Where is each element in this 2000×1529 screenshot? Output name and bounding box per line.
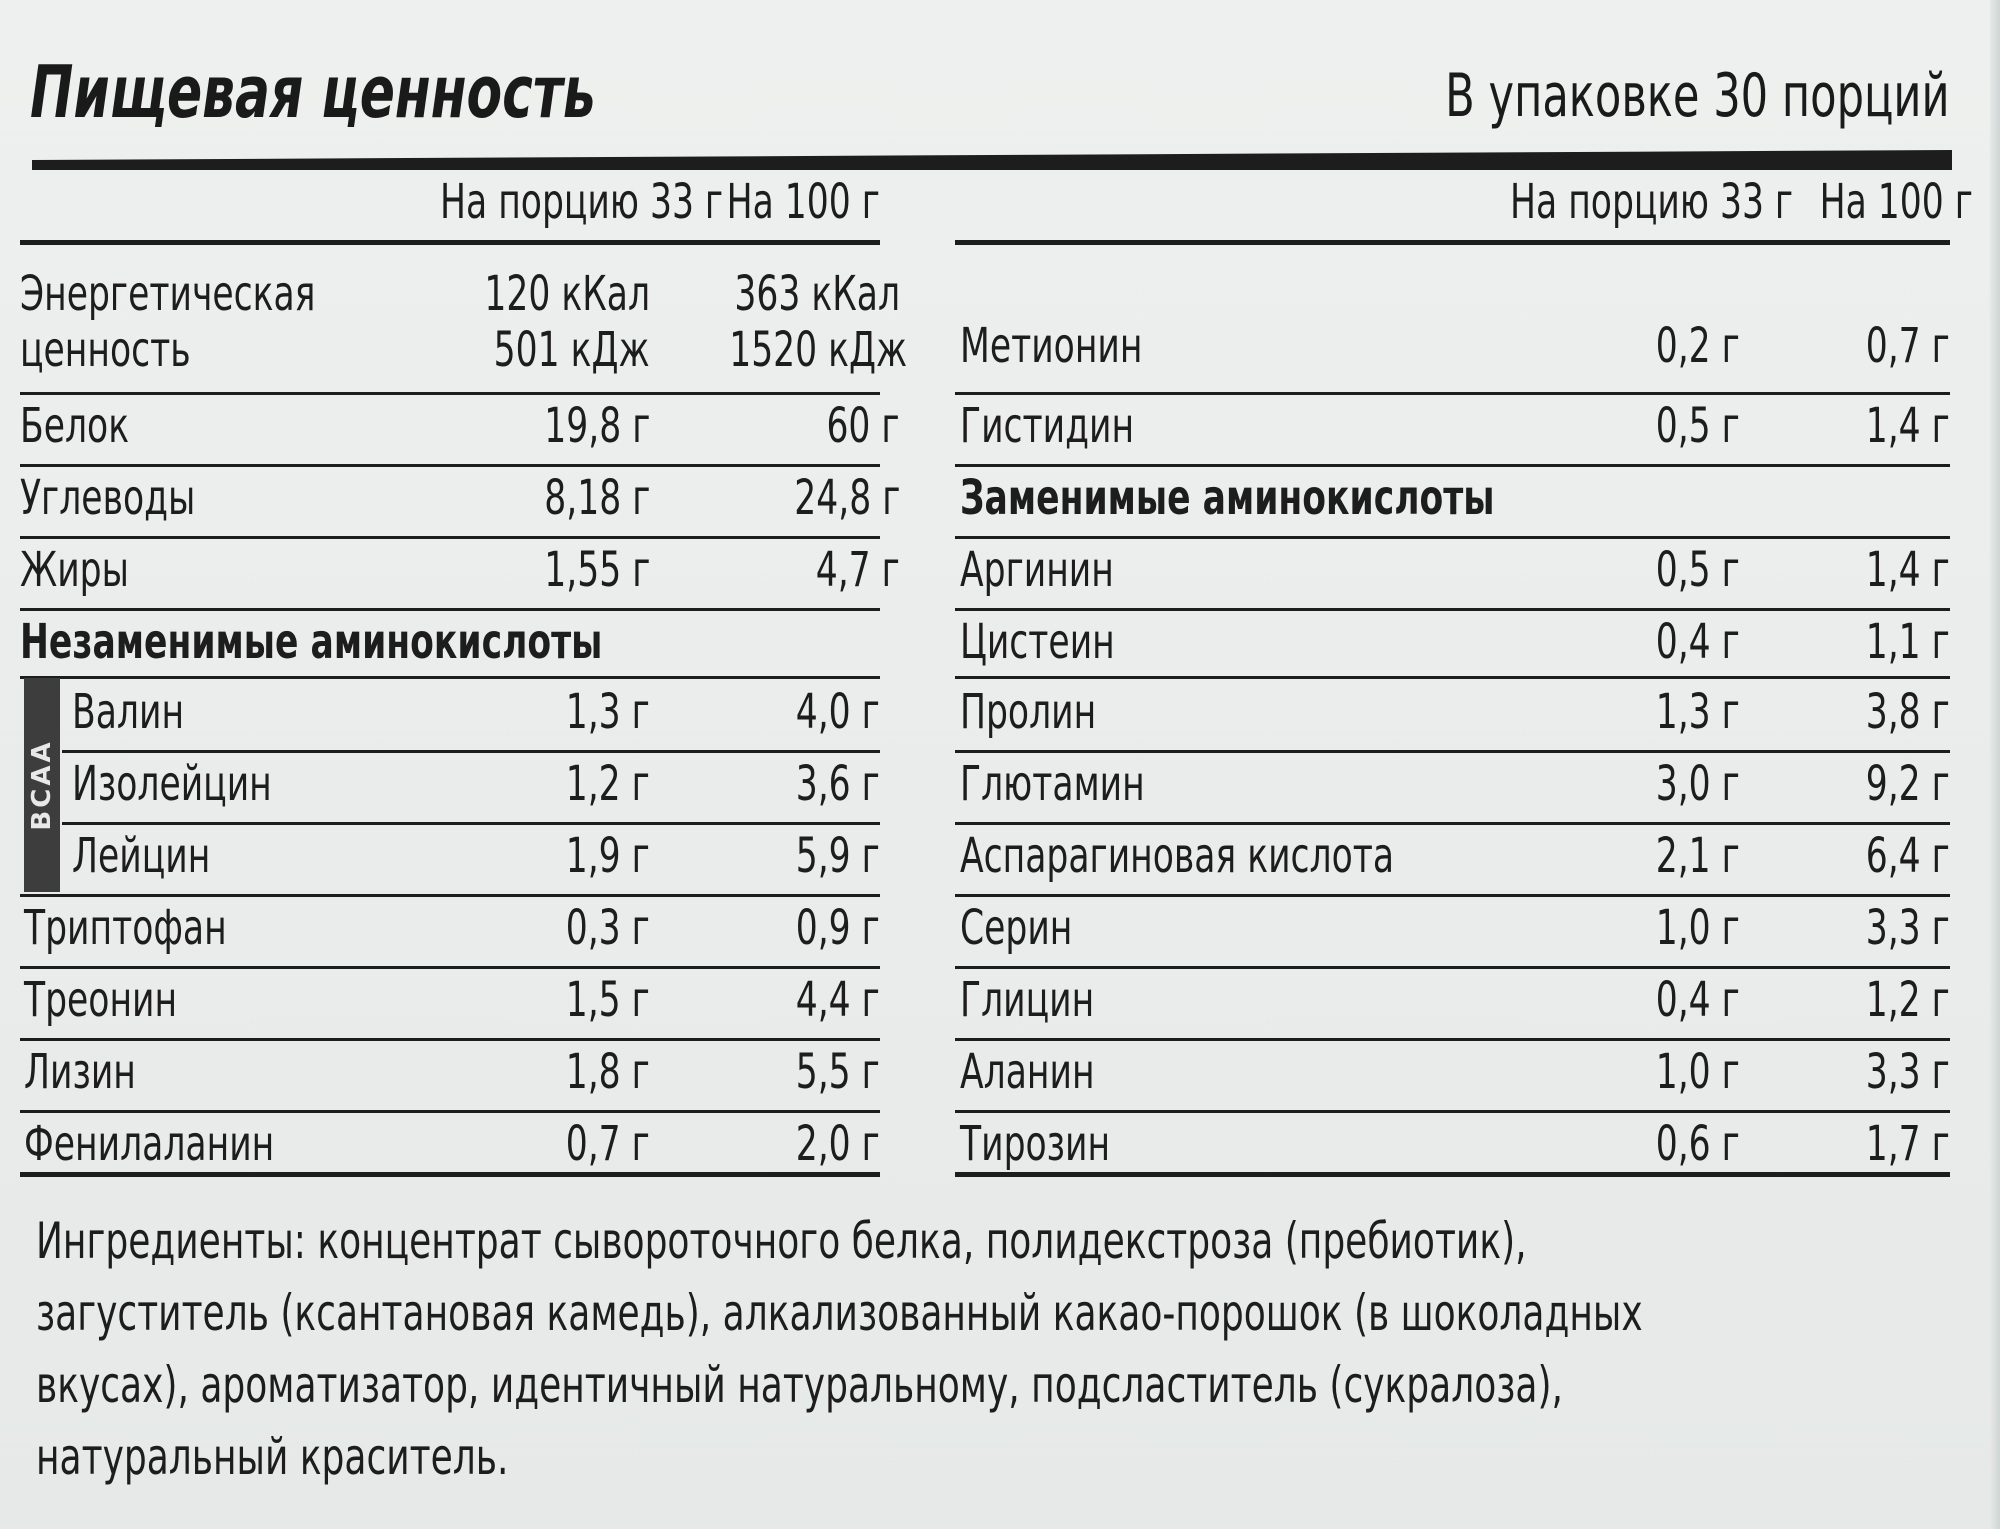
table-row	[20, 394, 900, 464]
ingredients-text	[36, 1205, 1764, 1493]
row-label: Тирозин	[960, 1116, 1111, 1172]
column-header-rule-left	[20, 240, 880, 245]
energy-label-line2: ценность	[20, 322, 191, 378]
row-serving-value: 1,2 г	[565, 756, 650, 812]
row-serving-value: 1,9 г	[565, 828, 650, 884]
row-serving-value: 0,3 г	[565, 900, 650, 956]
row-serving-value: 2,1 г	[1655, 828, 1740, 884]
row-per100-value: 3,3 г	[1865, 1044, 1950, 1100]
row-label: Серин	[960, 900, 1073, 956]
servings-per-package: В упаковке 30 порций	[1445, 61, 1950, 131]
ingredients-line: вкусах), ароматизатор, идентичный натуральному, подсластитель (сукралоза),	[36, 1356, 1563, 1414]
row-per100-value: 0,7 г	[1865, 318, 1950, 374]
row-serving-value: 0,2 г	[1655, 318, 1740, 374]
row-label: Цистеин	[960, 614, 1115, 670]
row-serving-value: 8,18 г	[543, 470, 650, 526]
row-label: Белок	[20, 398, 130, 454]
row-per100-value: 1,7 г	[1865, 1116, 1950, 1172]
row-per100-value: 4,0 г	[795, 684, 880, 740]
row-label: Аланин	[960, 1044, 1095, 1100]
ingredients-line: Ингредиенты: концентрат сывороточного белка, полидекстроза (пребиотик),	[36, 1212, 1527, 1270]
energy-per100-kj: 1520 кДж	[729, 322, 908, 378]
table-row	[960, 896, 1950, 966]
row-serving-value: 1,0 г	[1655, 1044, 1740, 1100]
row-label: Треонин	[24, 972, 178, 1028]
row-per100-value: 0,9 г	[795, 900, 880, 956]
table-bottom-rule	[955, 1172, 1950, 1177]
row-label: Аспарагиновая кислота	[960, 828, 1395, 884]
row-label: Углеводы	[20, 470, 196, 526]
bcaa-tag-label: BCAA	[27, 739, 57, 831]
section-heading: Незаменимые аминокислоты	[20, 614, 603, 670]
package-edge	[1990, 0, 2000, 1529]
row-serving-value: 0,4 г	[1655, 614, 1740, 670]
row-serving-value: 19,8 г	[543, 398, 650, 454]
row-per100-value: 3,6 г	[795, 756, 880, 812]
table-row	[960, 968, 1950, 1038]
column-header-rule-right	[955, 240, 1950, 245]
row-per100-value: 1,4 г	[1865, 398, 1950, 454]
column-header-left-serving: На порцию 33 г	[440, 174, 724, 230]
row-serving-value: 3,0 г	[1655, 756, 1740, 812]
table-row	[72, 752, 880, 822]
row-per100-value: 3,8 г	[1865, 684, 1950, 740]
table-row	[960, 824, 1950, 894]
row-label: Жиры	[20, 542, 129, 598]
row-serving-value: 0,4 г	[1655, 972, 1740, 1028]
column-header-left-100g: На 100 г	[726, 174, 880, 230]
row-label: Триптофан	[24, 900, 227, 956]
table-row	[72, 824, 880, 894]
energy-per100-kcal: 363 кКал	[734, 266, 900, 322]
row-per100-value: 60 г	[826, 398, 900, 454]
row-serving-value: 0,5 г	[1655, 398, 1740, 454]
row-label: Глютамин	[960, 756, 1145, 812]
table-row	[960, 394, 1950, 464]
table-row	[20, 466, 900, 536]
header-divider	[32, 150, 1952, 170]
row-per100-value: 4,4 г	[795, 972, 880, 1028]
table-row	[72, 680, 880, 750]
table-row	[24, 1040, 880, 1110]
row-per100-value: 1,4 г	[1865, 542, 1950, 598]
row-label: Фенилаланин	[24, 1116, 275, 1172]
table-row	[960, 752, 1950, 822]
row-per100-value: 9,2 г	[1865, 756, 1950, 812]
table-row	[20, 538, 900, 608]
row-per100-value: 5,9 г	[795, 828, 880, 884]
energy-row	[20, 262, 908, 392]
row-per100-value: 2,0 г	[795, 1116, 880, 1172]
row-per100-value: 24,8 г	[793, 470, 900, 526]
nonessential-amino-heading	[960, 466, 1950, 536]
row-serving-value: 1,0 г	[1655, 900, 1740, 956]
table-bottom-rule	[20, 1172, 880, 1177]
energy-label-line1: Энергетическая	[20, 266, 316, 322]
column-header-right-100g: На 100 г	[1819, 174, 1973, 230]
table-row	[960, 538, 1950, 608]
row-label: Изолейцин	[72, 756, 272, 812]
table-row	[24, 896, 880, 966]
row-serving-value: 1,3 г	[1655, 684, 1740, 740]
row-serving-value: 1,8 г	[565, 1044, 650, 1100]
row-per100-value: 5,5 г	[795, 1044, 880, 1100]
section-heading: Заменимые аминокислоты	[960, 470, 1495, 526]
row-label: Лизин	[24, 1044, 136, 1100]
row-per100-value: 3,3 г	[1865, 900, 1950, 956]
row-serving-value: 1,5 г	[565, 972, 650, 1028]
table-row	[24, 968, 880, 1038]
row-label: Глицин	[960, 972, 1095, 1028]
column-header-right-serving: На порцию 33 г	[1510, 174, 1794, 230]
row-serving-value: 1,3 г	[565, 684, 650, 740]
row-label: Валин	[72, 684, 185, 740]
row-serving-value: 0,7 г	[565, 1116, 650, 1172]
row-serving-value: 1,55 г	[543, 542, 650, 598]
energy-serving-kj: 501 кДж	[494, 322, 650, 378]
row-label: Пролин	[960, 684, 1097, 740]
row-per100-value: 6,4 г	[1865, 828, 1950, 884]
ingredients-line: натуральный краситель.	[36, 1428, 509, 1486]
table-row	[960, 314, 1950, 384]
energy-serving-kcal: 120 кКал	[484, 266, 650, 322]
row-divider	[955, 676, 1950, 679]
row-divider	[20, 676, 880, 679]
table-row	[960, 610, 1950, 680]
row-label: Метионин	[960, 318, 1143, 374]
table-row	[960, 1040, 1950, 1110]
row-label: Аргинин	[960, 542, 1114, 598]
page-title: Пищевая ценность	[30, 50, 596, 134]
row-label: Гистидин	[960, 398, 1135, 454]
ingredients-line: загуститель (ксантановая камедь), алкализованный какао-порошок (в шоколадных	[36, 1284, 1643, 1342]
table-row	[960, 680, 1950, 750]
row-per100-value: 1,1 г	[1865, 614, 1950, 670]
row-label: Лейцин	[72, 828, 211, 884]
essential-amino-heading	[20, 610, 880, 680]
row-per100-value: 4,7 г	[815, 542, 900, 598]
row-per100-value: 1,2 г	[1865, 972, 1950, 1028]
row-serving-value: 0,6 г	[1655, 1116, 1740, 1172]
row-serving-value: 0,5 г	[1655, 542, 1740, 598]
